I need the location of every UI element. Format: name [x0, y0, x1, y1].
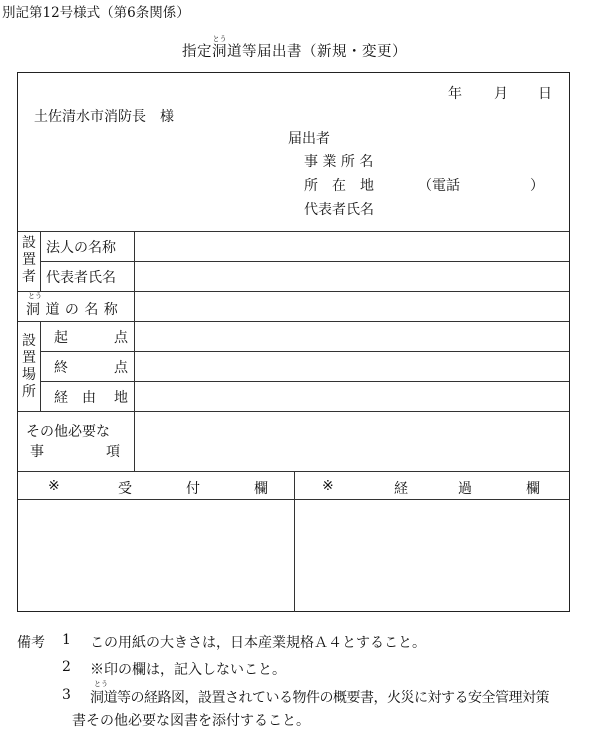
reception-char-3: 欄: [254, 481, 268, 497]
other-label-line2a: 事: [30, 444, 44, 460]
installer-group-label: 設 置 者: [22, 235, 36, 285]
remark-3-text-cont: 書その他必要な図書を添付すること。: [72, 713, 310, 729]
other-label-line1: その他必要な: [26, 424, 110, 440]
title-ruby-base: 洞 とう: [212, 35, 227, 60]
date-month-label: 月: [494, 86, 508, 102]
progress-char-3: 欄: [526, 481, 540, 497]
form-sheet: [17, 72, 570, 612]
applicant-heading: 届出者: [288, 131, 330, 147]
remarks-heading: 備考: [17, 635, 45, 651]
location-start-char-1: 起: [54, 330, 68, 346]
remark-2-number: 2: [62, 659, 71, 675]
rule-passage-bottom: [18, 321, 569, 322]
passage-name-furigana: とう: [28, 292, 42, 300]
title-prefix: 指定: [182, 44, 212, 60]
remark-1-text: この用紙の大きさは，日本産業規格Ａ４とすること。: [90, 635, 426, 651]
rule-office-column-divider: [294, 471, 295, 612]
applicant-representative-label: 代表者氏名: [304, 202, 374, 218]
rule-location-group-divider: [40, 321, 41, 411]
progress-char-2: 過: [458, 481, 472, 497]
passage-name-label: 洞 道 の 名 称: [26, 302, 119, 318]
location-via-char-2: 由: [82, 390, 96, 406]
title-suffix: 道等届出書（新規・変更）: [227, 44, 407, 60]
rule-installer-mid: [40, 261, 569, 262]
installer-corp-name-label: 法人の名称: [46, 240, 116, 256]
rule-installer-group-divider: [40, 231, 41, 291]
remark-3-text: 洞道等の経路図，設置されている物件の概要書，火災に対する安全管理対策: [90, 690, 549, 706]
rule-location-2: [40, 381, 569, 382]
applicant-office-name-label: 事 業 所 名: [304, 154, 374, 170]
reception-char-1: 受: [118, 481, 132, 497]
progress-mark: ※: [322, 478, 334, 494]
reception-mark: ※: [48, 478, 60, 494]
reception-char-2: 付: [186, 481, 200, 497]
form-title: [0, 35, 589, 61]
rule-location-bottom: [18, 411, 569, 412]
location-start-char-2: 点: [114, 330, 128, 346]
rule-location-1: [40, 351, 569, 352]
title-furigana: とう: [212, 35, 227, 43]
rule-installer-bottom: [18, 291, 569, 292]
location-end-char-1: 終: [54, 360, 68, 376]
addressee: 土佐清水市消防長 様: [34, 109, 174, 125]
date-year-label: 年: [448, 86, 462, 102]
other-label-line2b: 項: [106, 444, 120, 460]
rule-label-column-divider: [134, 231, 135, 471]
installer-rep-name-label: 代表者氏名: [46, 270, 116, 286]
location-via-char-1: 経: [54, 390, 68, 406]
date-day-label: 日: [538, 86, 552, 102]
applicant-phone-label: （電話 ）: [418, 178, 544, 194]
applicant-address-label: 所 在 地: [304, 178, 374, 194]
location-via-char-3: 地: [114, 390, 128, 406]
progress-char-1: 経: [394, 481, 408, 497]
form-number-label: 別記第12号様式（第6条関係）: [2, 5, 190, 21]
location-end-char-2: 点: [114, 360, 128, 376]
remark-3-furigana: とう: [94, 680, 108, 688]
remark-2-text: ※印の欄は，記入しないこと。: [90, 662, 286, 678]
rule-applicant-bottom: [18, 231, 569, 232]
remark-3-number: 3: [62, 687, 71, 703]
location-group-label: 設 置 場 所: [22, 333, 36, 400]
remark-1-number: 1: [62, 632, 71, 648]
